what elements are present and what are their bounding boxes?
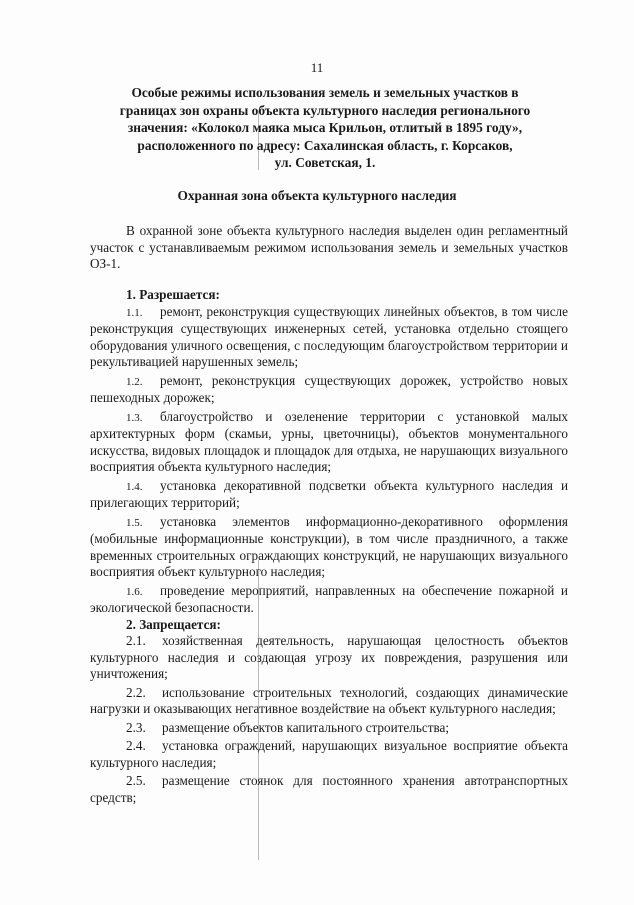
item-number: 1.5.	[126, 516, 143, 529]
prohibited-item	[90, 685, 568, 718]
item-number: 1.3.	[126, 411, 143, 424]
item-text: размещение объектов капитального строительства;	[162, 719, 450, 735]
allowed-item	[90, 514, 568, 581]
item-number: 2.2.	[126, 684, 146, 700]
prohibited-item	[90, 773, 568, 806]
item-text: проведение мероприятий, направленных на обеспечение пожарной и экологической безопасности.	[90, 582, 568, 615]
section-heading: Охранная зона объекта культурного наследия	[177, 188, 457, 203]
item-number: 2.1.	[126, 633, 146, 648]
allowed-item	[90, 373, 568, 407]
prohibited-item	[90, 738, 568, 771]
scan-fold-line	[258, 560, 259, 860]
prohibited-heading: 2. Запрещается:	[126, 616, 221, 632]
item-text: ремонт, реконструкция существующих линейных объектов, в том числе реконструкция существующих инженерных сетей, установка отдельно стоящего оборудования уличного освещения, с последующим благоустройством территории и рекультивацией нарушенных земель;	[90, 303, 568, 369]
item-number: 2.4.	[126, 738, 146, 753]
allowed-heading: 1. Разрешается:	[126, 287, 220, 302]
item-number: 1.6.	[126, 585, 143, 598]
title-line: Особые режимы использования земель и земельных участков в	[131, 85, 519, 100]
item-text: ремонт, реконструкция существующих дорожек, устройство новых пешеходных дорожек;	[90, 372, 568, 405]
item-number: 2.3.	[126, 719, 146, 735]
document-title	[105, 84, 545, 172]
item-text: размещение стоянок для постоянного хранения автотранспортных средств;	[90, 773, 568, 805]
prohibited-item	[90, 720, 568, 737]
regime-list	[90, 287, 568, 806]
allowed-item	[90, 478, 568, 512]
allowed-item	[90, 583, 568, 617]
intro-paragraph	[90, 223, 568, 273]
item-text: использование строительных технологий, создающих динамические нагрузки и оказывающих негативное воздействие на объект культурного наследия;	[90, 684, 568, 716]
title-line: расположенного по адресу: Сахалинская область, г. Корсаков,	[137, 137, 513, 153]
item-number: 1.1.	[126, 306, 143, 319]
item-text: установка элементов информационно-декоративного оформления (мобильные информационные конструкции), в том числе праздничного, а также временных строительных ограждающих конструкций, не нарушающих визуального восприятия объект культурного наследия;	[90, 513, 568, 579]
prohibited-item	[90, 633, 568, 683]
intro-text: В охранной зоне объекта культурного наследия выделен один регламентный участок с устанавливаемым режимом использования земель и земельных участков ОЗ-1.	[90, 223, 568, 271]
allowed-item	[90, 409, 568, 476]
title-line: ул. Советская, 1.	[274, 155, 376, 170]
item-text: установка ограждений, нарушающих визуальное восприятие объекта культурного наследия;	[90, 738, 568, 770]
title-line: границах зон охраны объекта культурного наследия регионального	[119, 102, 531, 118]
allowed-item	[90, 304, 568, 371]
item-text: установка декоративной подсветки объекта культурного наследия и прилегающих территорий;	[90, 477, 568, 510]
page-number: 11	[310, 60, 324, 75]
item-number: 1.4.	[126, 480, 143, 493]
scan-fold-line	[258, 110, 259, 170]
item-text: благоустройство и озеленение территории с установкой малых архитектурных форм (скамьи, урны, цветочницы), объектов монументального искусства, видовых площадок и площадок для отдыха, не нарушающих визуального восприятия объекта культурного наследия;	[90, 408, 568, 474]
title-line: значения: «Колокол маяка мыса Крильон, отлитый в 1895 году»,	[127, 120, 523, 135]
item-number: 2.5.	[126, 773, 146, 788]
item-text: хозяйственная деятельность, нарушающая целостность объектов культурного наследия и создающая угрозу их повреждения, разрушения или уничтожения;	[90, 633, 568, 681]
item-number: 1.2.	[126, 375, 143, 388]
